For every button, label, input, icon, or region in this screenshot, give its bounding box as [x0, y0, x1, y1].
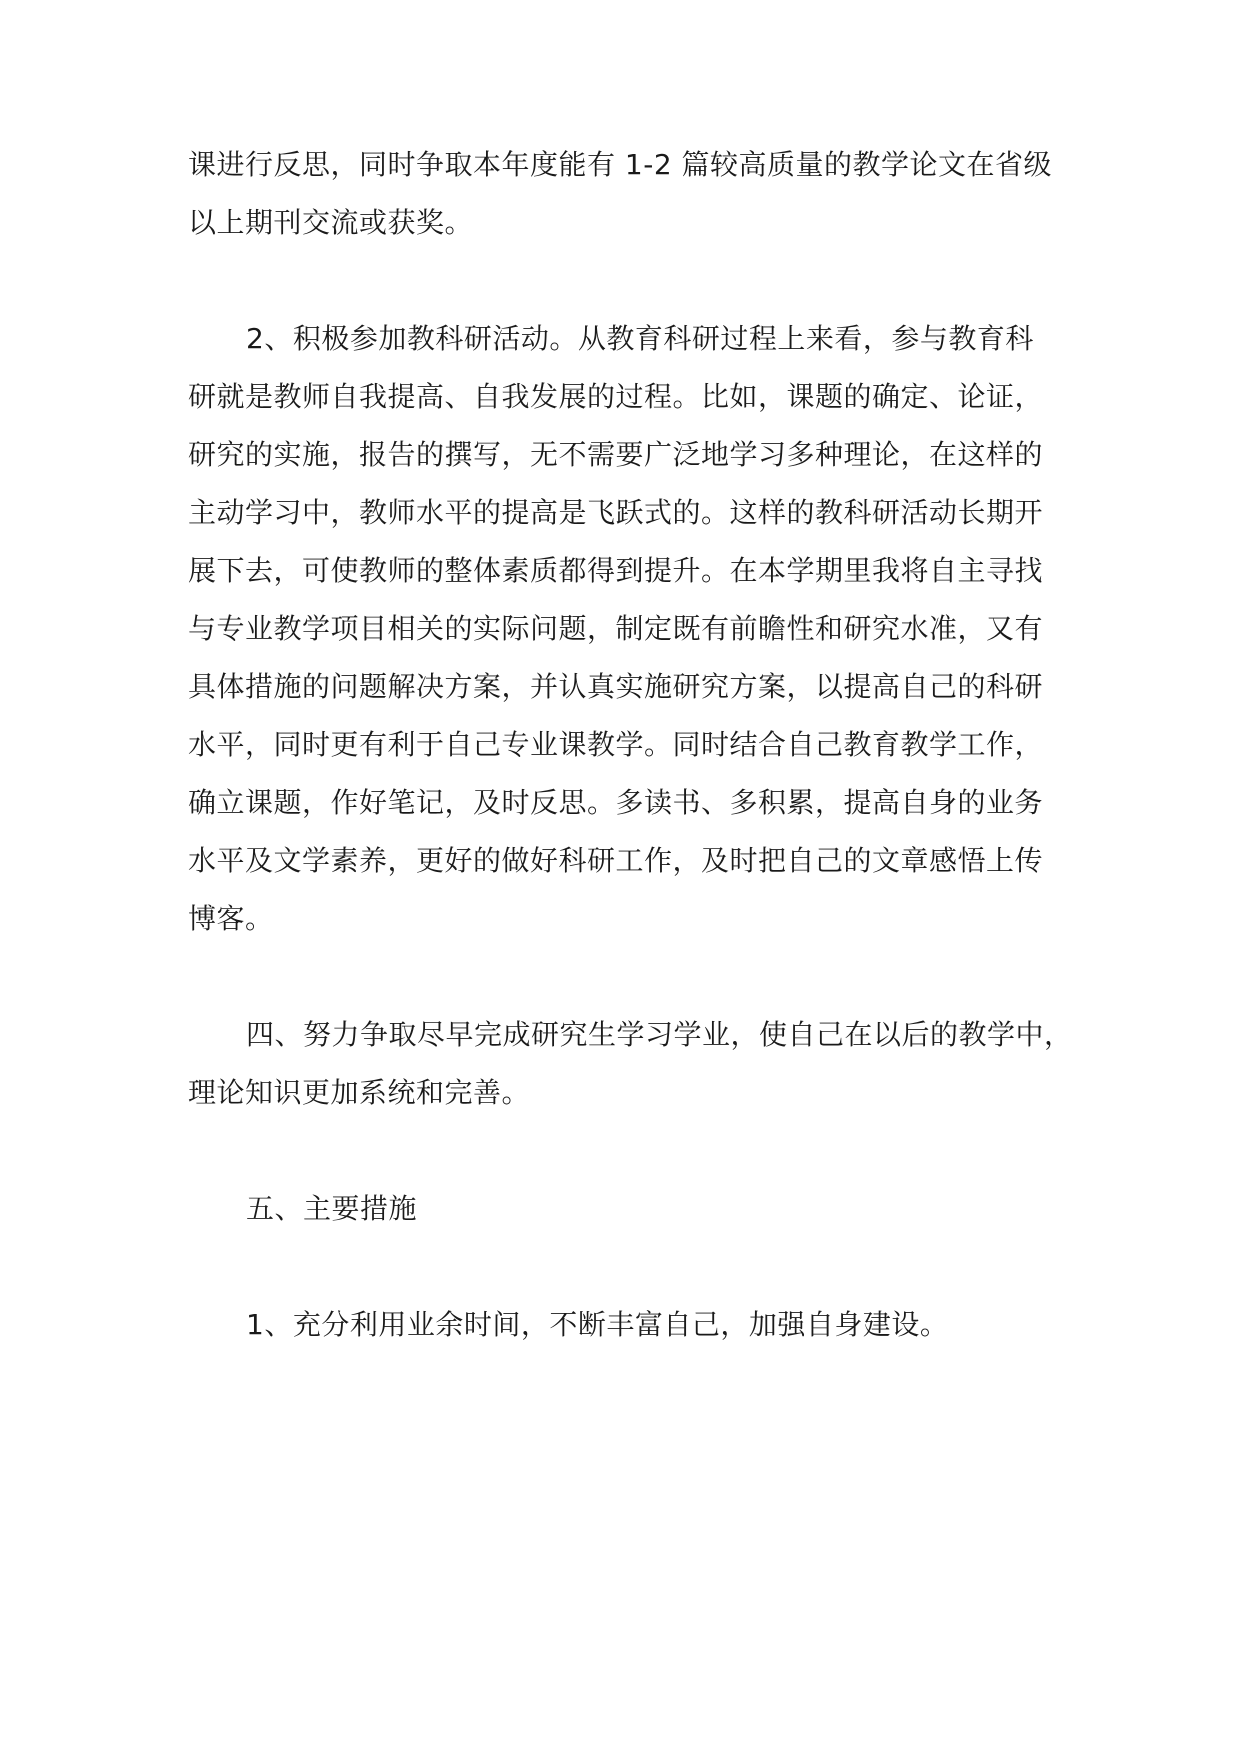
paragraph-2-line-4: 主动学习中，教师水平的提高是飞跃式的。这样的教科研活动长期开 — [188, 496, 1044, 529]
paragraph-1-line-1: 课进行反思，同时争取本年度能有 1-2 篇较高质量的教学论文在省级 — [188, 148, 1053, 181]
paragraph-2-line-3: 研究的实施，报告的撰写，无不需要广泛地学习多种理论，在这样的 — [188, 438, 1044, 471]
paragraph-2-line-8: 水平，同时更有利于自己专业课教学。同时结合自己教育教学工作， — [188, 728, 1044, 761]
paragraph-2-line-7: 具体措施的问题解决方案，并认真实施研究方案，以提高自己的科研 — [188, 670, 1044, 703]
paragraph-2-line-6: 与专业教学项目相关的实际问题，制定既有前瞻性和研究水准，又有 — [188, 612, 1044, 645]
paragraph-2-line-10: 水平及文学素养，更好的做好科研工作，及时把自己的文章感悟上传 — [188, 844, 1044, 877]
paragraph-2-line-9: 确立课题，作好笔记，及时反思。多读书、多积累，提高自身的业务 — [188, 786, 1044, 819]
section-heading-main-measures: 五、主要措施 — [246, 1192, 418, 1225]
paragraph-2-line-2: 研就是教师自我提高、自我发展的过程。比如，课题的确定、论证， — [188, 380, 1044, 413]
paragraph-2-line-5: 展下去，可使教师的整体素质都得到提升。在本学期里我将自主寻找 — [188, 554, 1044, 587]
paragraph-2-line-11: 博客。 — [188, 902, 274, 935]
paragraph-1-line-2: 以上期刊交流或获奖。 — [188, 206, 474, 239]
paragraph-2-line-1: 2、积极参加教科研活动。从教育科研过程上来看，参与教育科 — [246, 322, 1034, 355]
paragraph-3-line-2: 理论知识更加系统和完善。 — [188, 1076, 531, 1109]
paragraph-5-line-1: 1、充分利用业余时间，不断丰富自己，加强自身建设。 — [246, 1308, 949, 1341]
paragraph-3-line-1: 四、努力争取尽早完成研究生学习学业，使自己在以后的教学中， — [246, 1018, 1073, 1051]
